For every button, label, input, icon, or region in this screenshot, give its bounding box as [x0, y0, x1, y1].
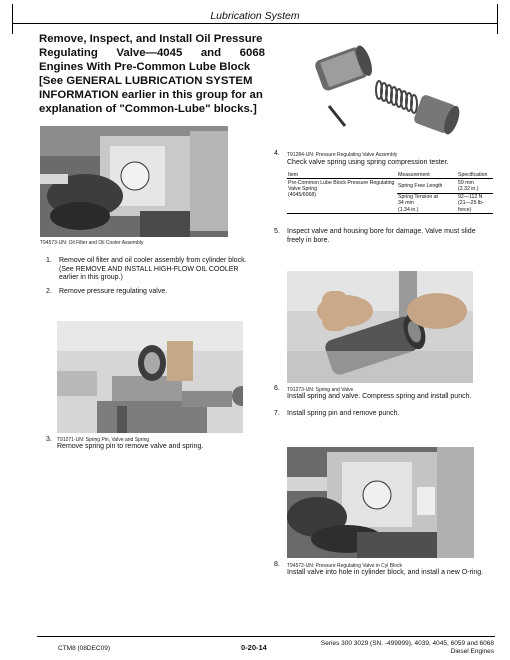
step-text: Install spring pin and remove punch.	[287, 410, 400, 417]
photo-spring-pin-valve-image	[57, 321, 243, 433]
table-cell-measurement	[397, 193, 457, 214]
procedure-heading	[39, 32, 265, 116]
column-header-specification: Specification	[457, 171, 493, 179]
item-line: (4045/6068)	[288, 192, 316, 199]
measurement-line: 34 mm	[398, 200, 414, 207]
step-text: Check valve spring using spring compression tester.	[287, 159, 449, 166]
heading-line: Regulating Valve—4045 and 6068	[39, 47, 265, 59]
step-number: 5.	[274, 228, 280, 235]
table-cell-measurement: Spring Free Length	[397, 179, 457, 193]
figure-caption: T94573-UN: Oil Filter and Oil Cooler Assembly	[40, 240, 144, 246]
step-5-line: freely in bore.	[287, 236, 330, 244]
spec-line: 59 mm	[458, 179, 474, 186]
step-number: 2.	[46, 288, 52, 295]
step-text	[287, 228, 497, 245]
measurement-line: (1.34 in.)	[398, 206, 419, 213]
table-cell-spec	[457, 193, 493, 214]
footer-page-number: 0-20-14	[241, 643, 267, 652]
spec-line: (2.32 in.)	[458, 185, 479, 192]
footer-rule	[37, 636, 495, 637]
photo-valve-in-cylinder-block-image	[287, 447, 474, 558]
table-cell-spec	[457, 179, 493, 193]
figure-caption: T91273-UN: Spring and Valve	[287, 387, 354, 393]
photo-valve-assembly-image	[287, 38, 474, 146]
spec-line: force)	[458, 206, 472, 213]
step-text: Install spring and valve. Compress spring and install punch.	[287, 393, 472, 400]
photo-spring-and-valve-image	[287, 271, 473, 383]
photo-spring-pin-valve	[57, 321, 243, 433]
heading-line: [See GENERAL LUBRICATION SYSTEM	[39, 75, 253, 87]
table-row	[287, 179, 493, 193]
step-number: 8.	[274, 561, 280, 568]
figure-caption: T91271-UN: Spring Pin, Valve and Spring	[57, 437, 150, 443]
spec-line: (21—25 lb-	[458, 200, 484, 207]
step-number: 1.	[46, 257, 52, 264]
item-line: Valve Spring	[288, 185, 318, 192]
heading-line: INFORMATION earlier in this group for an	[39, 89, 263, 101]
photo-oil-filter-cooler	[40, 126, 228, 237]
step-text: Remove spring pin to remove valve and spring.	[57, 443, 204, 450]
footer-series-line: Series 300 3029 (SN. -499999), 4039, 4045, 6059 and 6068	[320, 640, 494, 647]
step-1-line: Remove oil filter and oil cooler assembly from cylinder block.	[59, 257, 247, 264]
measurement-line: Spring Tension at	[398, 194, 438, 201]
column-header-item: Item	[287, 171, 397, 179]
photo-valve-assembly	[287, 38, 474, 146]
section-header: Lubrication System	[210, 10, 300, 22]
step-1-line: earlier in this group.)	[59, 274, 123, 281]
footer-manual-code: CTM8 (08DEC09)	[58, 645, 111, 652]
photo-spring-and-valve	[287, 271, 473, 383]
heading-line: Engines With Pre-Common Lube Block	[39, 61, 251, 73]
figure-caption: T94572-UN: Pressure Regulating Valve in Cyl Block	[287, 563, 402, 569]
step-text: Install valve into hole in cylinder block, and install a new O-ring.	[287, 569, 484, 576]
step-number: 7.	[274, 410, 280, 417]
spec-table-header	[287, 171, 493, 179]
step-number: 3.	[46, 436, 52, 443]
heading-line: explanation of "Common-Lube" blocks.]	[39, 103, 257, 115]
photo-oil-filter-cooler-image	[40, 126, 228, 237]
step-1-line: (See REMOVE AND INSTALL HIGH-FLOW OIL COOLER	[59, 265, 239, 273]
step-number: 6.	[274, 385, 280, 392]
column-header-measurement: Measurement	[397, 171, 457, 179]
footer-engine-series	[300, 640, 494, 656]
header-rule	[12, 23, 498, 24]
spec-table	[287, 171, 493, 214]
step-5-line: Inspect valve and housing bore for damage. Valve must slide	[287, 228, 476, 235]
heading-line: Remove, Inspect, and Install Oil Pressure	[39, 33, 263, 45]
item-line: Pre-Common Lube Block Pressure Regulating	[288, 179, 395, 186]
step-number: 4.	[274, 150, 280, 157]
step-text	[59, 257, 269, 283]
figure-caption: T91284-UN: Pressure Regulating Valve Assembly	[287, 152, 398, 158]
table-cell-item	[287, 179, 397, 214]
step-text: Remove pressure regulating valve.	[59, 288, 168, 295]
photo-valve-in-cylinder-block	[287, 447, 474, 558]
footer-series-line: Diesel Engines	[450, 648, 494, 655]
spec-line: 92—112 N	[458, 194, 483, 201]
